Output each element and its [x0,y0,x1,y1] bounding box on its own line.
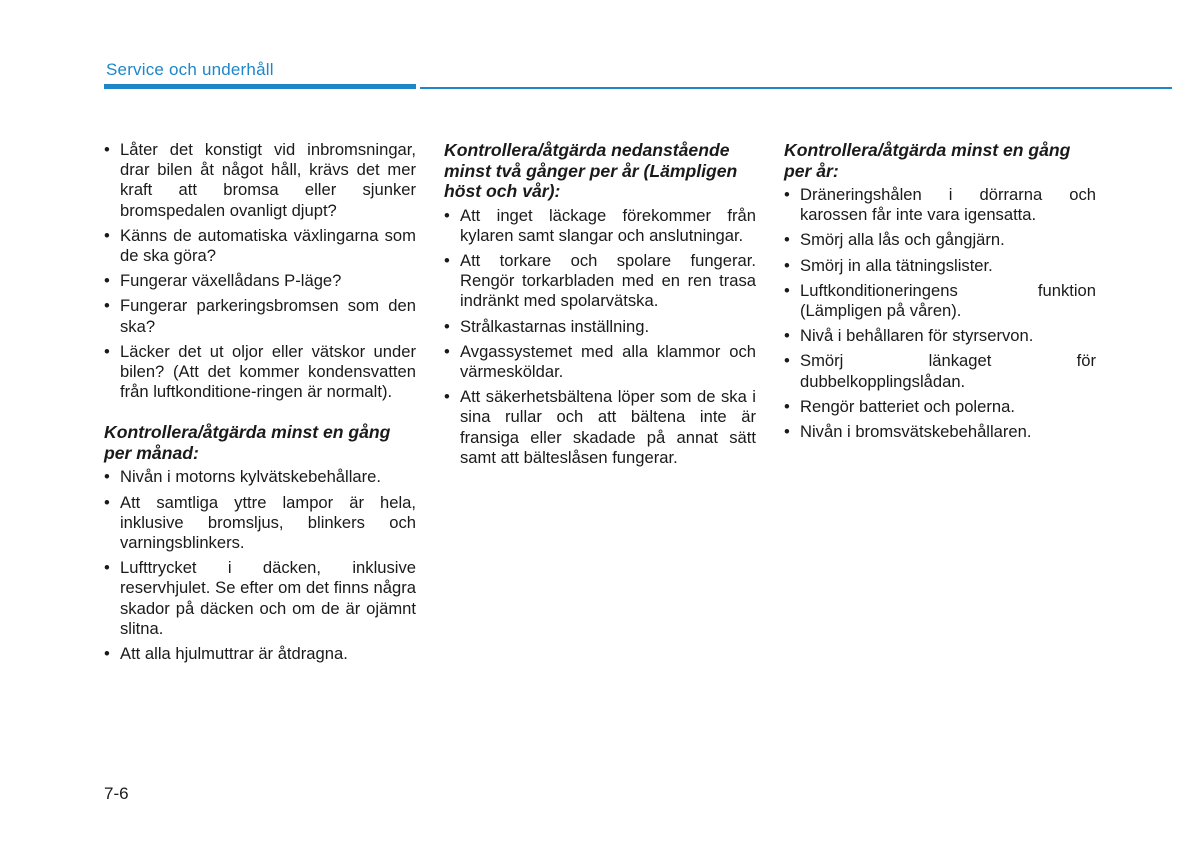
bullet-icon: • [444,205,450,225]
content-section [104,140,416,402]
list-item [784,185,1096,225]
list-item-text: Läcker det ut oljor eller vätskor under bilen? (Att det kommer kondensvatten från luftkonditione-ringen är normalt). [120,341,416,402]
list-item [784,281,1096,321]
bullet-icon: • [784,396,790,416]
list-item [444,206,756,246]
list-item-text: Lufttrycket i däcken, inklusive reservhjulet. Se efter om det finns några skador på däcken och om de är ojämnt slitna. [120,558,416,638]
list-item-text: Nivå i behållaren för styrservon. [800,326,1034,346]
bullet-icon: • [444,316,450,336]
list-item-text: Avgassystemet med alla klammor och värmesköldar. [460,341,756,381]
list-item [104,644,416,664]
list-item [104,467,416,487]
list-item-text: Smörj länkaget för dubbelkopplingslådan. [800,351,1096,391]
bullet-icon: • [784,230,790,250]
section-heading: Kontrollera/åtgärda minst en gång per månad: [104,422,391,463]
content-section [104,422,416,664]
bullet-list [444,206,756,468]
list-item [444,387,756,468]
bullet-icon: • [104,341,110,361]
list-item [784,422,1096,442]
bullet-list [784,185,1096,442]
bullet-list [104,140,416,402]
bullet-icon: • [444,250,450,270]
list-item [104,140,416,221]
bullet-icon: • [104,271,110,291]
list-item [444,342,756,382]
list-item-text: Smörj alla lås och gångjärn. [800,230,1005,250]
bullet-list [104,467,416,664]
bullet-icon: • [104,644,110,664]
bullet-icon: • [444,387,450,407]
list-item-text: Känns de automatiska växlingarna som de ska göra? [120,225,416,266]
list-item [104,271,416,291]
header-rule-accent [104,84,416,89]
bullet-icon: • [104,492,110,512]
section-heading: Kontrollera/åtgärda minst en gång per år: [784,140,1071,181]
list-item-text: Nivån i motorns kylvätskebehållare. [120,467,382,487]
bullet-icon: • [784,422,790,442]
section-heading: Kontrollera/åtgärda nedanstående minst två gånger per år (Lämpligen höst och vår): [444,140,738,201]
column-2 [444,140,756,473]
list-item-text: Dräneringshålen i dörrarna och karossen får inte vara igensatta. [800,185,1096,225]
column-3 [784,140,1096,447]
content-section [784,140,1096,442]
list-item [104,493,416,554]
list-item [104,342,416,403]
list-item-text: Låter det konstigt vid inbromsningar, drar bilen åt något håll, krävs det mer kraft att bromsa eller sjunker bromspedalen ovanligt djupt? [120,140,416,220]
list-item-text: Att alla hjulmuttrar är åtdragna. [120,644,348,664]
list-item-text: Rengör batteriet och polerna. [800,396,1015,416]
section-title: Service och underhåll [106,60,274,79]
header-rule [420,87,1172,89]
list-item-text: Nivån i bromsvätskebehållaren. [800,422,1032,442]
bullet-icon: • [784,351,790,371]
bullet-icon: • [784,255,790,275]
list-item-text: Att samtliga yttre lampor är hela, inklusive bromsljus, blinkers och varningsblinkers. [120,492,416,553]
list-item [104,226,416,266]
list-item [784,397,1096,417]
list-item-text: Strålkastarnas inställning. [460,316,650,336]
page-number: 7-6 [104,784,129,803]
list-item-text: Att inget läckage förekommer från kylaren samt slangar och anslutningar. [460,205,756,245]
list-item-text: Att torkare och spolare fungerar. Rengör torkarbladen med en ren trasa indränkt med spolarvätska. [460,250,756,311]
bullet-icon: • [784,280,790,300]
bullet-icon: • [784,326,790,346]
content-section [444,140,756,468]
list-item [104,296,416,336]
list-item-text: Smörj in alla tätningslister. [800,255,993,275]
bullet-icon: • [104,225,110,245]
list-item-text: Att säkerhetsbältena löper som de ska i sina rullar och att bältena inte är fransiga eller skadade på annat sätt samt att bälteslåsen fungerar. [460,387,756,467]
list-item-text: Fungerar parkeringsbromsen som den ska? [120,296,416,336]
list-item [444,317,756,337]
list-item [444,251,756,312]
list-item [104,558,416,639]
bullet-icon: • [444,341,450,361]
column-1 [104,140,416,669]
list-item [784,256,1096,276]
bullet-icon: • [104,140,110,159]
bullet-icon: • [104,467,110,487]
list-item-text: Luftkonditioneringens funktion (Lämpligen på våren). [800,280,1096,321]
bullet-icon: • [104,296,110,316]
list-item-text: Fungerar växellådans P-läge? [120,271,342,291]
list-item [784,351,1096,391]
bullet-icon: • [104,558,110,578]
list-item [784,326,1096,346]
bullet-icon: • [784,185,790,204]
list-item [784,230,1096,250]
